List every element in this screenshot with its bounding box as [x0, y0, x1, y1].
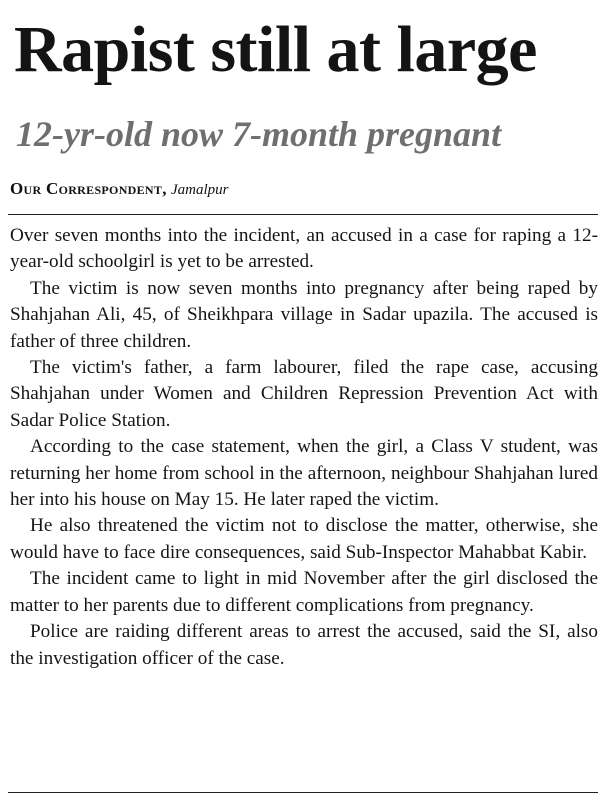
paragraph: The incident came to light in mid November after the girl disclosed the matter to her parents due to different complications from pregnancy. — [10, 568, 598, 616]
byline-location: Jamalpur — [171, 182, 229, 198]
byline-reporter: Our Correspondent, — [10, 179, 167, 198]
paragraph: According to the case statement, when the girl, a Class V student, was returning her home from school in the afternoon, neighbour Shahjahan lured her into his house on May 15. He later raped the victim. — [10, 436, 598, 511]
subheadline: 12-yr-old now 7-month pregnant — [16, 114, 502, 154]
byline — [10, 178, 229, 201]
headline: Rapist still at large — [14, 13, 537, 86]
paragraph: Over seven months into the incident, an accused in a case for raping a 12-year-old schoolgirl is yet to be arrested. — [10, 225, 598, 273]
paragraph: He also threatened the victim not to disclose the matter, otherwise, she would have to face dire consequences, said Sub-Inspector Mahabbat Kabir. — [10, 515, 598, 563]
article-body — [10, 223, 598, 672]
paragraph: The victim's father, a farm labourer, filed the rape case, accusing Shahjahan under Women and Children Repression Prevention Act with Sadar Police Station. — [10, 357, 598, 431]
paragraph: Police are raiding different areas to arrest the accused, said the SI, also the investigation officer of the case. — [10, 621, 598, 669]
paragraph: The victim is now seven months into pregnancy after being raped by Shahjahan Ali, 45, of Sheikhpara village in Sadar upazila. The accused is father of three children. — [10, 277, 598, 352]
bottom-divider — [8, 792, 598, 793]
top-divider — [8, 214, 598, 215]
